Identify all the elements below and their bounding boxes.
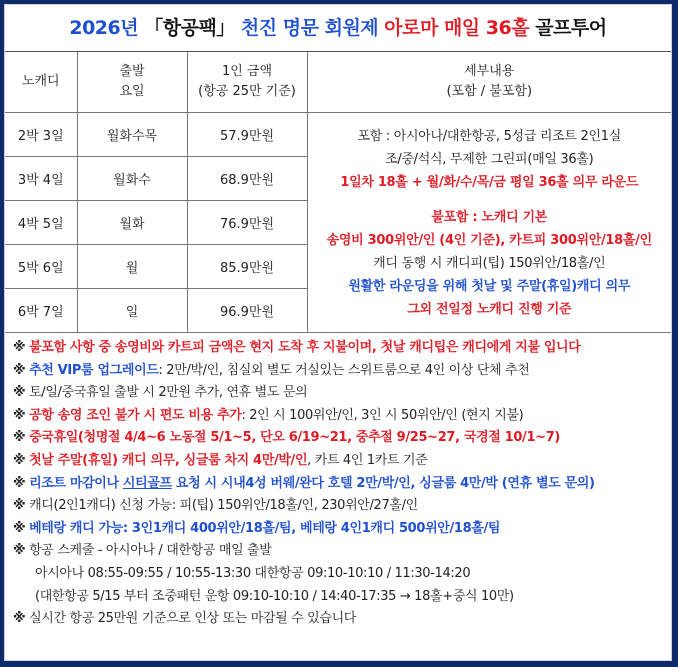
note-item: ※ 공항 송영 조인 불가 시 편도 비용 추가: 2인 시 100위안/인, 3인 시 50위안/인 (현지 지불) bbox=[13, 407, 524, 423]
exclude-caddy-required: 원활한 라운딩을 위해 첫날 및 주말(휴일)캐디 의무 bbox=[348, 278, 631, 294]
title-aroma: 아로마 매일 36홀 bbox=[384, 17, 530, 39]
row-days: 일 bbox=[77, 289, 187, 333]
notes-section bbox=[5, 333, 671, 631]
page-title bbox=[5, 5, 671, 52]
header-depart: 출발 요일 bbox=[77, 52, 187, 113]
header-caddy: 노캐디 bbox=[5, 52, 77, 113]
row-price: 96.9만원 bbox=[187, 289, 307, 333]
include-line: 조/중/석식, 무제한 그린피(매일 36홀) bbox=[385, 151, 594, 167]
include-line: 포함 : 아시아나/대한항공, 5성급 리조트 2인1실 bbox=[357, 128, 621, 144]
table-header-row bbox=[5, 52, 671, 113]
row-nights: 4박 5일 bbox=[5, 201, 77, 245]
note-item: ※ 첫날 주말(휴일) 캐디 의무, 싱글룸 차지 4만/박/인, 카트 4인 1카트 기준 bbox=[13, 452, 428, 468]
row-price: 85.9만원 bbox=[187, 245, 307, 289]
exclude-caddy-fee: 캐디 동행 시 캐디피(팁) 150위안/18홀/인 bbox=[373, 255, 606, 271]
note-item: ※ 토/일/중국휴일 출발 시 2만원 추가, 연휴 별도 문의 bbox=[13, 385, 308, 401]
row-nights: 3박 4일 bbox=[5, 157, 77, 201]
flight-schedule-note: (대한항공 5/15 부터 조중패턴 운항 09:10-10:10 / 14:40-17:35 → 18홀+중식 10만) bbox=[35, 588, 514, 604]
header-price: 1인 금액 (항공 25만 기준) bbox=[187, 52, 307, 113]
row-nights: 2박 3일 bbox=[5, 113, 77, 157]
note-item: ※ 추천 VIP룸 업그레이드: 2만/박/인, 침실외 별도 거실있는 스위트룸으로 4인 이상 단체 추천 bbox=[13, 362, 530, 378]
title-tour: 골프투어 bbox=[535, 17, 607, 39]
details-cell bbox=[307, 113, 671, 333]
flight-schedule: 아시아나 08:55-09:55 / 10:55-13:30 대한항공 09:10-10:10 / 11:30-14:20 bbox=[35, 565, 471, 581]
title-tianjin: 천진 bbox=[240, 17, 277, 39]
row-days: 월화수목 bbox=[77, 113, 187, 157]
table-row bbox=[5, 113, 671, 157]
title-package: 「항공팩」 bbox=[144, 17, 235, 39]
row-days: 월 bbox=[77, 245, 187, 289]
schedule-table bbox=[5, 52, 671, 333]
exclude-title: 불포함 : 노캐디 기본 bbox=[431, 209, 548, 225]
tour-flyer bbox=[4, 4, 672, 661]
note-item: ※ 항공 스케줄 - 아시아나 / 대한항공 매일 출발 bbox=[13, 543, 272, 559]
note-item: ※ 리조트 마감이나 시티골프 요청 시 시내4성 버웨/완다 호텔 2만/박/인, 싱글룸 4만/박 (연휴 별도 문의) bbox=[13, 475, 595, 491]
title-year: 2026년 bbox=[69, 17, 139, 39]
header-details: 세부내용 (포함 / 불포함) bbox=[307, 52, 671, 113]
title-course: 명문 회원제 bbox=[282, 17, 379, 39]
row-nights: 6박 7일 bbox=[5, 289, 77, 333]
row-nights: 5박 6일 bbox=[5, 245, 77, 289]
row-price: 57.9만원 bbox=[187, 113, 307, 157]
note-item: ※ 베테랑 캐디 가능: 3인1캐디 400위안/18홀/팀, 베테랑 4인1캐디 500위안/18홀/팀 bbox=[13, 520, 501, 536]
exclude-fees: 송영비 300위안/인 (4인 기준), 카트피 300위안/18홀/인 bbox=[326, 232, 652, 248]
include-rounds: 1일차 18홀 + 월/화/수/목/금 평일 36홀 의무 라운드 bbox=[340, 174, 639, 190]
exclude-no-caddy: 그외 전일정 노캐디 진행 기준 bbox=[407, 301, 572, 317]
note-item: ※ 중국휴일(청명절 4/4~6 노동절 5/1~5, 단오 6/19~21, 중추절 9/25~27, 국경절 10/1~7) bbox=[13, 430, 560, 446]
row-days: 월화수 bbox=[77, 157, 187, 201]
row-days: 월화 bbox=[77, 201, 187, 245]
row-price: 68.9만원 bbox=[187, 157, 307, 201]
note-item: ※ 불포함 사항 중 송영비와 카트피 금액은 현지 도착 후 지불이며, 첫날 캐디팁은 캐디에게 지불 입니다 bbox=[13, 340, 581, 355]
note-item: ※ 실시간 항공 25만원 기준으로 인상 또는 마감될 수 있습니다 bbox=[13, 611, 356, 627]
row-price: 76.9만원 bbox=[187, 201, 307, 245]
note-item: ※ 캐디(2인1캐디) 신청 가능: 피(팁) 150위안/18홀/인, 230위안/27홀/인 bbox=[13, 498, 418, 514]
